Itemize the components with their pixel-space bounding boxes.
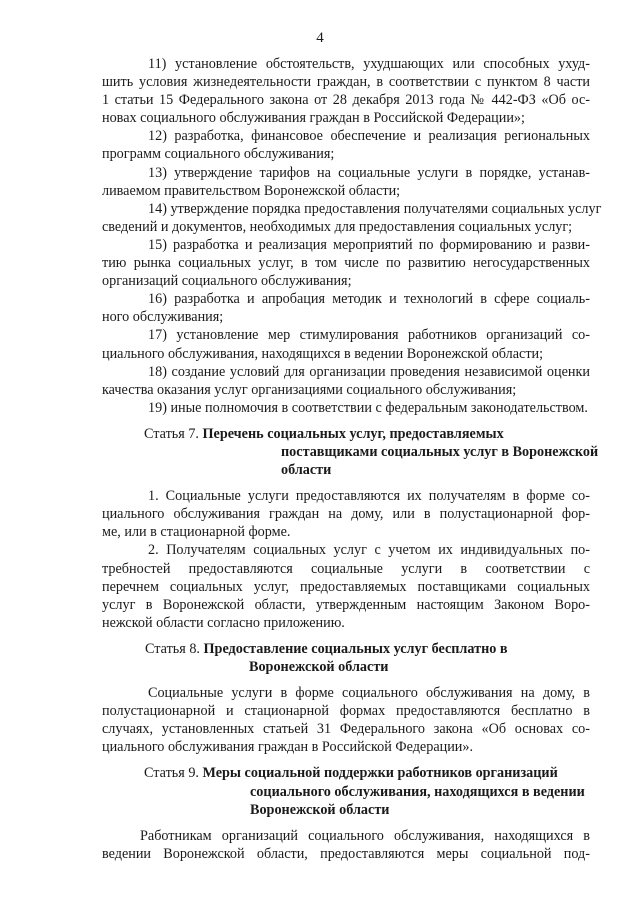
article-title: поставщиками социальных услуг в Воронежской	[281, 443, 599, 460]
text-line: требностей предоставляются социальные услуги в соответствии с	[102, 560, 590, 577]
text-line: шить условия жизнедеятельности граждан, в соответствии с пунктом 8 части	[102, 74, 590, 91]
text-line: Социальные услуги в форме социального обслуживания на дому, в	[148, 685, 590, 702]
article-title: Перечень социальных услуг, предоставляемых	[202, 425, 504, 442]
text-line: 1. Социальные услуги предоставляются их получателям в форме со-	[148, 488, 590, 505]
text-line: нежской области согласно приложению.	[102, 614, 345, 631]
text-line: ного обслуживания;	[102, 309, 224, 326]
list-item	[102, 55, 590, 127]
article-7-heading	[102, 425, 599, 479]
list-item	[102, 326, 590, 362]
article-title: Воронежской области	[250, 801, 390, 818]
article-9-paragraph	[102, 827, 590, 863]
text-line: сведений и документов, необходимых для предоставления социальных услуг;	[102, 218, 573, 235]
text-line: программ социального обслуживания;	[102, 146, 335, 163]
text-line: ведении Воронежской области, предоставляются меры социальной под-	[102, 845, 590, 862]
text-line: 1 статьи 15 Федерального закона от 28 декабря 2013 года № 442-ФЗ «Об ос-	[102, 92, 590, 109]
article-title: области	[281, 462, 332, 479]
text-line: услуг в Воронежской области, утвержденным настоящим Законом Воро-	[102, 596, 590, 613]
text-line: 14) утверждение порядка предоставления получателями социальных услуг	[148, 200, 602, 217]
text-line: 13) утверждение тарифов на социальные услуги в порядке, устанав-	[148, 164, 590, 181]
article-7-paragraph	[102, 541, 590, 631]
text-line: случаях, установленных статьей 31 Федерального закона «Об основах со-	[102, 721, 590, 738]
list-item	[102, 399, 590, 417]
article-7-paragraph	[102, 487, 590, 541]
article-title: Предоставление социальных услуг бесплатно в	[203, 640, 508, 657]
text-line: 15) разработка и реализация мероприятий по формированию и разви-	[148, 236, 590, 253]
text-line: 19) иные полномочия в соответствии с федеральным законодательством.	[148, 399, 588, 416]
text-line: новах социального обслуживания граждан в Российской Федерации»;	[102, 110, 525, 127]
text-line: циального обслуживания, находящихся в ведении Воронежской области;	[102, 345, 544, 362]
article-number: Статья 8.	[145, 640, 204, 657]
text-line: тию рынка социальных услуг, в том числе по развитию негосударственных	[102, 255, 590, 272]
article-8-paragraph	[102, 684, 590, 756]
article-title: Воронежской области	[249, 659, 389, 675]
text-line: циального обслуживания граждан в Российской Федерации».	[102, 739, 474, 756]
article-9-heading	[102, 764, 590, 818]
text-line: 17) установление мер стимулирования работников организаций со-	[148, 327, 590, 344]
list-item	[102, 236, 590, 290]
text-line: циального обслуживания граждан на дому, или в полустационарной фор-	[102, 506, 590, 523]
article-title: социального обслуживания, находящихся в ведении	[250, 783, 585, 800]
text-line: Работникам организаций социального обслуживания, находящихся в	[140, 827, 590, 844]
text-line: перечнем социальных услуг, предоставляемых поставщиками социальных	[102, 578, 590, 595]
text-line: ливаемом правительством Воронежской области;	[102, 182, 401, 199]
article-number: Статья 7.	[144, 425, 203, 442]
list-item	[102, 127, 590, 163]
list-item	[102, 164, 590, 200]
text-line: полустационарной и стационарной формах предоставляются бесплатно в	[102, 703, 590, 720]
list-item	[102, 200, 602, 236]
text-line: 11) установление обстоятельств, ухудшающих или способных ухуд-	[148, 56, 590, 72]
article-8-heading	[102, 640, 590, 676]
article-title: Меры социальной поддержки работников организаций	[202, 765, 558, 782]
text-line: качества оказания услуг организациями социального обслуживания;	[102, 381, 517, 398]
text-line: 16) разработка и апробация методик и технологий в сфере социаль-	[148, 291, 590, 308]
article-number: Статья 9.	[144, 765, 203, 782]
text-line: 12) разработка, финансовое обеспечение и реализация региональных	[148, 128, 590, 145]
text-line: организаций социального обслуживания;	[102, 273, 352, 290]
document-body	[102, 55, 602, 863]
text-line: ме, или в стационарной форме.	[102, 524, 291, 541]
text-line: 2. Получателям социальных услуг с учетом их индивидуальных по-	[148, 542, 590, 559]
text-line: 18) создание условий для организации проведения независимой оценки	[148, 363, 590, 380]
list-item	[102, 290, 590, 326]
list-item	[102, 363, 590, 399]
page-number: 4	[316, 30, 324, 46]
